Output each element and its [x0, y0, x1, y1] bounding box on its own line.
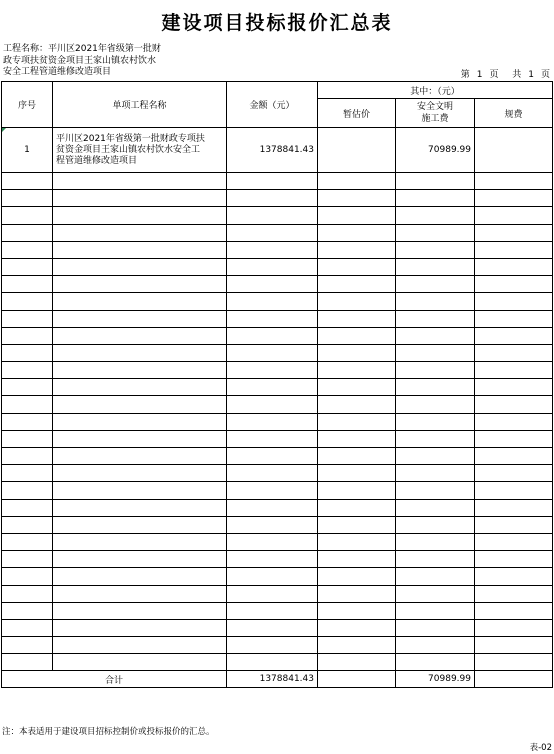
empty-cell	[318, 258, 396, 275]
header-among: 其中：（元）	[318, 82, 553, 99]
row-name-line-1: 平川区2021年省级第一批财政专项扶	[56, 133, 205, 144]
empty-cell	[53, 258, 227, 275]
empty-cell	[53, 173, 227, 190]
summary-table	[1, 81, 553, 688]
empty-cell	[2, 499, 53, 516]
empty-cell	[227, 173, 318, 190]
empty-cell	[53, 465, 227, 482]
empty-cell	[227, 568, 318, 585]
empty-cell	[2, 637, 53, 654]
empty-cell	[227, 362, 318, 379]
form-code: 表-02	[529, 743, 552, 753]
empty-cell	[2, 448, 53, 465]
empty-cell	[396, 293, 475, 310]
empty-cell	[318, 413, 396, 430]
empty-cell	[2, 173, 53, 190]
empty-row	[2, 533, 553, 550]
empty-cell	[53, 327, 227, 344]
empty-cell	[396, 465, 475, 482]
empty-cell	[396, 224, 475, 241]
empty-row	[2, 310, 553, 327]
empty-cell	[475, 430, 553, 447]
empty-cell	[396, 344, 475, 361]
empty-cell	[53, 190, 227, 207]
empty-row	[2, 465, 553, 482]
empty-cell	[318, 585, 396, 602]
empty-cell	[53, 499, 227, 516]
empty-cell	[227, 482, 318, 499]
empty-cell	[2, 293, 53, 310]
empty-cell	[2, 190, 53, 207]
empty-cell	[53, 293, 227, 310]
empty-cell	[318, 396, 396, 413]
empty-cell	[318, 276, 396, 293]
empty-cell	[227, 190, 318, 207]
empty-cell	[53, 379, 227, 396]
empty-cell	[53, 568, 227, 585]
empty-row	[2, 190, 553, 207]
empty-cell	[396, 602, 475, 619]
empty-cell	[396, 482, 475, 499]
empty-row	[2, 482, 553, 499]
pagination	[461, 67, 550, 80]
header-provisional: 暂估价	[318, 99, 396, 128]
empty-cell	[318, 448, 396, 465]
empty-cell	[318, 516, 396, 533]
empty-cell	[475, 276, 553, 293]
empty-row	[2, 379, 553, 396]
empty-cell	[475, 482, 553, 499]
empty-cell	[475, 207, 553, 224]
empty-cell	[53, 516, 227, 533]
total-prefix: 共	[512, 70, 522, 80]
empty-cell	[227, 276, 318, 293]
empty-cell	[318, 327, 396, 344]
empty-cell	[396, 173, 475, 190]
empty-cell	[396, 276, 475, 293]
empty-cell	[396, 310, 475, 327]
empty-cell	[227, 654, 318, 671]
empty-cell	[396, 379, 475, 396]
empty-cell	[475, 637, 553, 654]
empty-cell	[475, 448, 553, 465]
empty-cell	[2, 585, 53, 602]
empty-cell	[318, 379, 396, 396]
project-name-line-3: 安全工程管道维修改造项目	[3, 67, 112, 77]
project-name-line-2: 政专项扶贫资金项目王家山镇农村饮水	[3, 55, 157, 66]
empty-cell	[396, 362, 475, 379]
empty-cell	[475, 654, 553, 671]
empty-row	[2, 499, 553, 516]
empty-row	[2, 224, 553, 241]
row-index: 1	[2, 128, 53, 173]
empty-cell	[2, 619, 53, 636]
header-safety-line-1: 安全文明	[416, 102, 453, 112]
empty-cell	[396, 499, 475, 516]
empty-row	[2, 396, 553, 413]
empty-cell	[318, 344, 396, 361]
empty-cell	[2, 482, 53, 499]
empty-cell	[396, 258, 475, 275]
empty-cell	[53, 430, 227, 447]
empty-cell	[396, 551, 475, 568]
empty-cell	[2, 310, 53, 327]
empty-cell	[475, 499, 553, 516]
empty-cell	[475, 310, 553, 327]
empty-cell	[475, 619, 553, 636]
empty-row	[2, 585, 553, 602]
empty-row	[2, 654, 553, 671]
empty-cell	[475, 551, 553, 568]
empty-cell	[318, 310, 396, 327]
empty-cell	[396, 568, 475, 585]
project-name-line-1: 工程名称：平川区2021年省级第一批财	[3, 44, 161, 54]
empty-cell	[53, 448, 227, 465]
empty-cell	[318, 602, 396, 619]
empty-cell	[475, 241, 553, 258]
header-amount: 金额（元）	[227, 82, 318, 128]
total-label: 合计	[2, 671, 227, 688]
page-prefix: 第	[460, 70, 470, 80]
total-safety: 70989.99	[396, 671, 475, 688]
footnote: 注：本表适用于建设项目招标控制价或投标报价的汇总。	[2, 727, 215, 737]
empty-row	[2, 241, 553, 258]
empty-cell	[318, 465, 396, 482]
empty-cell	[475, 465, 553, 482]
empty-row	[2, 568, 553, 585]
empty-cell	[475, 293, 553, 310]
total-pages: 1	[528, 70, 534, 80]
empty-row	[2, 362, 553, 379]
empty-row	[2, 258, 553, 275]
empty-cell	[53, 602, 227, 619]
empty-cell	[227, 448, 318, 465]
table-row	[2, 128, 553, 173]
empty-cell	[475, 585, 553, 602]
empty-cell	[396, 516, 475, 533]
empty-cell	[53, 637, 227, 654]
empty-cell	[227, 637, 318, 654]
empty-cell	[227, 224, 318, 241]
empty-cell	[2, 379, 53, 396]
empty-cell	[227, 310, 318, 327]
empty-cell	[475, 173, 553, 190]
empty-cell	[2, 533, 53, 550]
empty-cell	[53, 654, 227, 671]
empty-cell	[475, 190, 553, 207]
empty-cell	[2, 327, 53, 344]
row-name-line-3: 程管道维修改造项目	[56, 155, 138, 166]
empty-cell	[318, 430, 396, 447]
empty-cell	[396, 207, 475, 224]
empty-cell	[227, 430, 318, 447]
empty-row	[2, 637, 553, 654]
empty-cell	[227, 413, 318, 430]
empty-cell	[53, 396, 227, 413]
empty-row	[2, 344, 553, 361]
row-safety: 70989.99	[396, 128, 475, 173]
empty-cell	[53, 413, 227, 430]
empty-cell	[475, 396, 553, 413]
empty-cell	[396, 241, 475, 258]
row-amount: 1378841.43	[227, 128, 318, 173]
empty-cell	[318, 551, 396, 568]
empty-cell	[2, 602, 53, 619]
empty-row	[2, 207, 553, 224]
cell-marker	[2, 128, 6, 132]
empty-row	[2, 619, 553, 636]
empty-row	[2, 413, 553, 430]
empty-cell	[227, 207, 318, 224]
empty-cell	[475, 344, 553, 361]
empty-cell	[318, 190, 396, 207]
empty-cell	[227, 499, 318, 516]
empty-cell	[2, 276, 53, 293]
page-label: 页	[489, 70, 499, 80]
empty-cell	[318, 293, 396, 310]
empty-cell	[2, 224, 53, 241]
empty-cell	[318, 533, 396, 550]
empty-cell	[396, 448, 475, 465]
empty-cell	[318, 482, 396, 499]
empty-cell	[53, 241, 227, 258]
empty-cell	[396, 413, 475, 430]
empty-row	[2, 551, 553, 568]
empty-cell	[227, 293, 318, 310]
empty-cell	[227, 379, 318, 396]
empty-cell	[227, 258, 318, 275]
empty-cell	[53, 310, 227, 327]
empty-cell	[475, 602, 553, 619]
empty-cell	[475, 327, 553, 344]
empty-cell	[475, 379, 553, 396]
empty-cell	[318, 619, 396, 636]
empty-row	[2, 293, 553, 310]
empty-cell	[2, 430, 53, 447]
empty-cell	[2, 396, 53, 413]
empty-cell	[396, 190, 475, 207]
empty-cell	[227, 396, 318, 413]
empty-cell	[475, 224, 553, 241]
header-safety-line-2: 施工费	[421, 114, 449, 124]
empty-cell	[475, 516, 553, 533]
empty-cell	[227, 327, 318, 344]
total-amount: 1378841.43	[227, 671, 318, 688]
empty-cell	[396, 327, 475, 344]
empty-cell	[227, 602, 318, 619]
empty-cell	[475, 568, 553, 585]
empty-cell	[396, 396, 475, 413]
empty-row	[2, 516, 553, 533]
empty-row	[2, 173, 553, 190]
header-index: 序号	[2, 82, 53, 128]
empty-cell	[53, 619, 227, 636]
empty-cell	[227, 465, 318, 482]
empty-cell	[2, 413, 53, 430]
header-name: 单项工程名称	[53, 82, 227, 128]
empty-cell	[2, 258, 53, 275]
empty-cell	[227, 241, 318, 258]
empty-row	[2, 448, 553, 465]
empty-cell	[396, 430, 475, 447]
row-fees	[475, 128, 553, 173]
empty-cell	[227, 344, 318, 361]
empty-cell	[318, 362, 396, 379]
empty-cell	[53, 224, 227, 241]
empty-row	[2, 327, 553, 344]
empty-cell	[227, 619, 318, 636]
empty-cell	[53, 551, 227, 568]
empty-cell	[53, 585, 227, 602]
empty-cell	[475, 413, 553, 430]
empty-cell	[318, 568, 396, 585]
page-title: 建设项目投标报价汇总表	[161, 12, 393, 34]
empty-cell	[396, 654, 475, 671]
empty-cell	[318, 207, 396, 224]
empty-cell	[396, 533, 475, 550]
empty-cell	[396, 619, 475, 636]
empty-cell	[318, 499, 396, 516]
empty-cell	[396, 637, 475, 654]
empty-cell	[2, 568, 53, 585]
total-provisional	[318, 671, 396, 688]
empty-cell	[396, 585, 475, 602]
page-number: 1	[476, 70, 483, 80]
empty-row	[2, 276, 553, 293]
empty-cell	[227, 551, 318, 568]
total-label: 页	[540, 70, 550, 80]
empty-cell	[2, 465, 53, 482]
empty-cell	[227, 533, 318, 550]
row-name-line-2: 贫资金项目王家山镇农村饮水安全工	[56, 144, 201, 155]
empty-cell	[53, 482, 227, 499]
empty-cell	[2, 362, 53, 379]
empty-cell	[2, 241, 53, 258]
empty-cell	[318, 241, 396, 258]
empty-cell	[2, 207, 53, 224]
empty-cell	[318, 654, 396, 671]
empty-cell	[53, 276, 227, 293]
empty-cell	[2, 654, 53, 671]
empty-cell	[53, 533, 227, 550]
total-row	[2, 671, 553, 688]
total-fees	[475, 671, 553, 688]
empty-row	[2, 602, 553, 619]
empty-cell	[475, 533, 553, 550]
empty-cell	[227, 585, 318, 602]
header-fees: 规费	[475, 99, 553, 128]
header-safety	[396, 99, 475, 128]
empty-cell	[475, 362, 553, 379]
row-name	[53, 128, 227, 173]
empty-cell	[227, 516, 318, 533]
empty-cell	[2, 516, 53, 533]
empty-cell	[475, 258, 553, 275]
empty-cell	[318, 224, 396, 241]
empty-row	[2, 430, 553, 447]
row-provisional	[318, 128, 396, 173]
empty-cell	[53, 207, 227, 224]
empty-cell	[318, 637, 396, 654]
empty-cell	[318, 173, 396, 190]
empty-cell	[2, 344, 53, 361]
empty-cell	[53, 344, 227, 361]
empty-cell	[53, 362, 227, 379]
project-name	[3, 44, 203, 79]
empty-cell	[2, 551, 53, 568]
